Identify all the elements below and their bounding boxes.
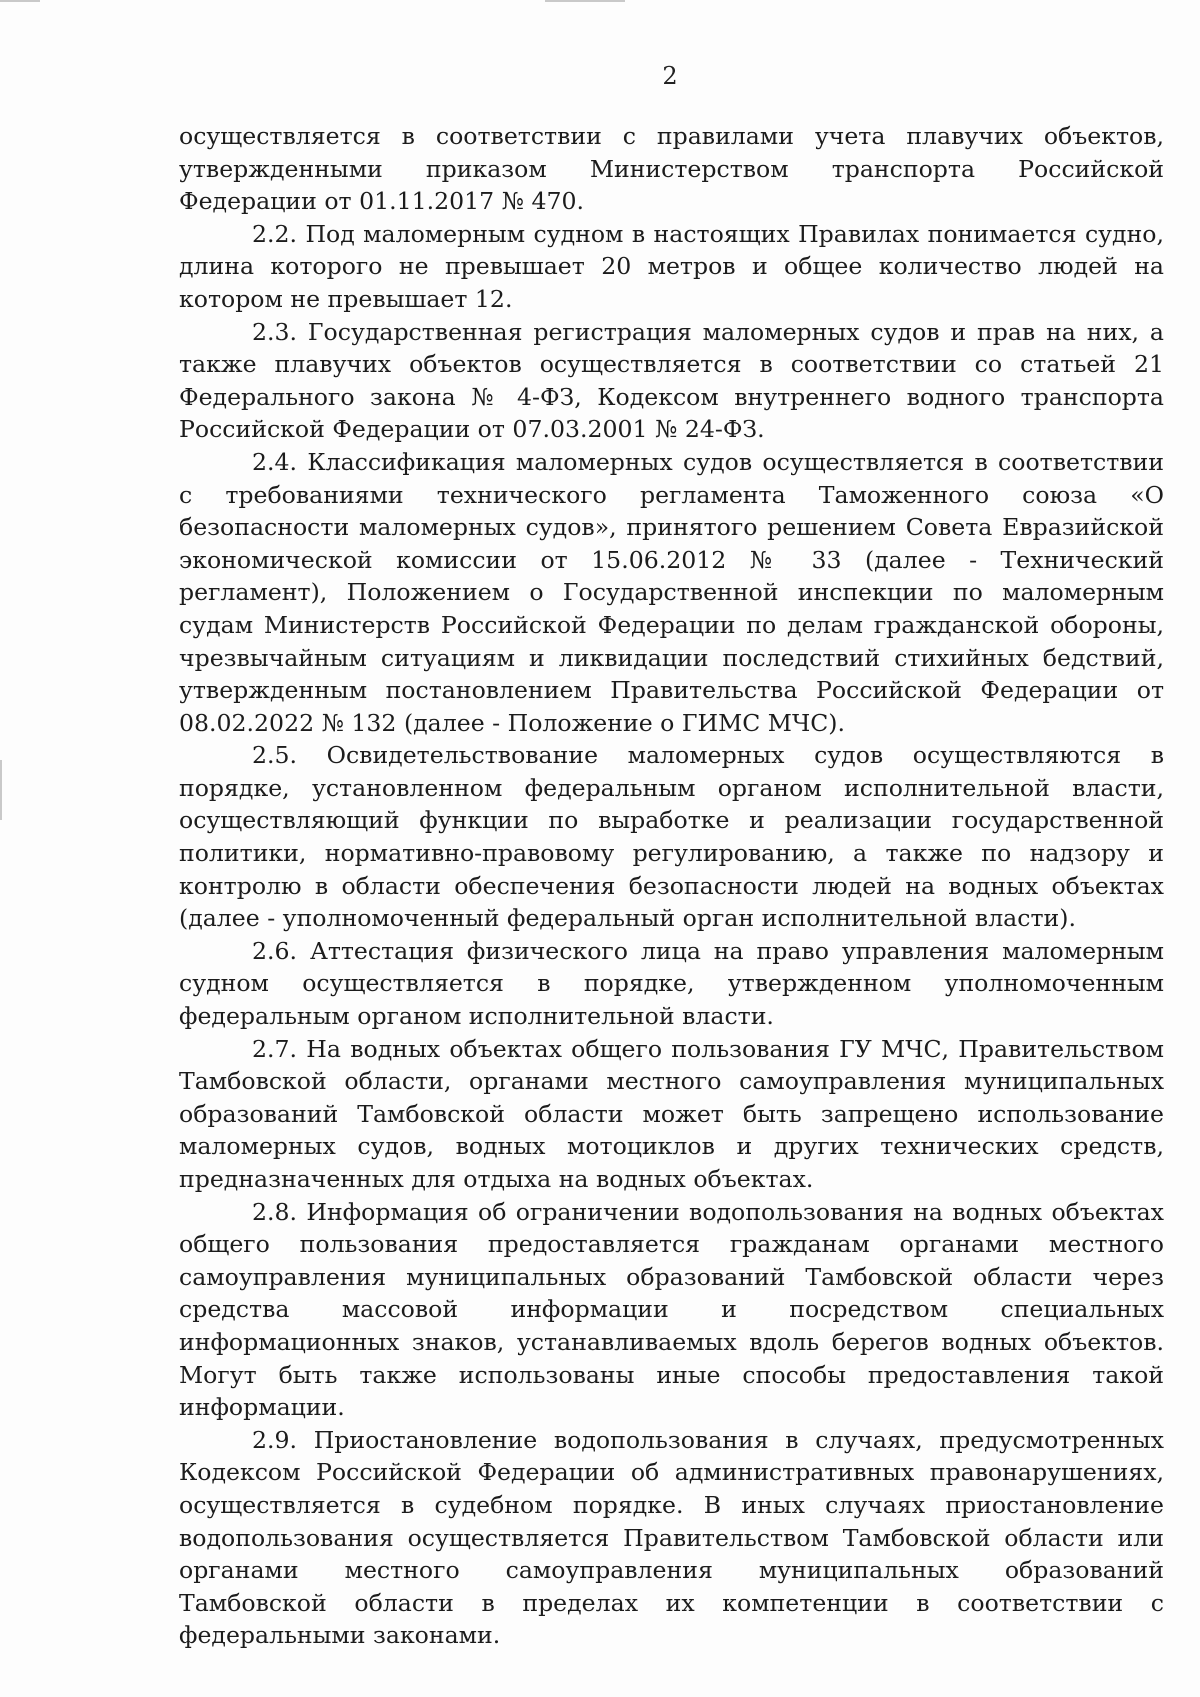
paragraph-2-2: 2.2. Под маломерным судном в настоящих Правилах понимается судно, длина которого не превышает 20 метров и общее количество людей на котором не превышает 12.: [179, 219, 1164, 313]
scan-artifact: [0, 0, 40, 2]
paragraph-2-8: 2.8. Информация об ограничении водопользования на водных объектах общего пользования предоставляется гражданам органами местного самоуправления муниципальных образований Тамбовской области через средства массовой информации и посредством специальных информационных знаков, устанавливаемых вдоль берегов водных объектов. Могут быть также использованы иные способы предоставления такой информации.: [179, 1197, 1164, 1422]
page-number: 2: [662, 62, 678, 90]
paragraph-2-4: 2.4. Классификация маломерных судов осуществляется в соответствии с требованиями технического регламента Таможенного союза «О безопасности маломерных судов», принятого решением Совета Евразийской экономической комиссии от 15.06.2012 № 33 (далее - Технический регламент), Положением о Государственной инспекции по маломерным судам Министерств Российской Федерации по делам гражданской обороны, чрезвычайным ситуациям и ликвидации последствий стихийных бедствий, утвержденным постановлением Правительства Российской Федерации от 08.02.2022 № 132 (далее - Положение о ГИМС МЧС).: [179, 447, 1164, 737]
paragraph-2-7: 2.7. На водных объектах общего пользования ГУ МЧС, Правительством Тамбовской области, органами местного самоуправления муниципальных образований Тамбовской области может быть запрещено использование маломерных судов, водных мотоциклов и других технических средств, предназначенных для отдыха на водных объектах.: [179, 1034, 1164, 1193]
document-body: [179, 120, 1164, 1652]
paragraph-continuation: осуществляется в соответствии с правилами учета плавучих объектов, утвержденными приказом Министерством транспорта Российской Федерации от 01.11.2017 № 470.: [179, 122, 1164, 216]
paragraph-2-3: 2.3. Государственная регистрация маломерных судов и прав на них, а также плавучих объектов осуществляется в соответствии со статьей 21 Федерального закона № 4-ФЗ, Кодексом внутреннего водного транспорта Российской Федерации от 07.03.2001 № 24-ФЗ.: [179, 317, 1164, 444]
paragraph-2-9: 2.9. Приостановление водопользования в случаях, предусмотренных Кодексом Российской Федерации об административных правонарушениях, осуществляется в судебном порядке. В иных случаях приостановление водопользования осуществляется Правительством Тамбовской области или органами местного самоуправления муниципальных образований Тамбовской области в пределах их компетенции в соответствии с федеральными законами.: [179, 1425, 1164, 1650]
paragraph-2-5: 2.5. Освидетельствование маломерных судов осуществляются в порядке, установленном федеральным органом исполнительной власти, осуществляющий функции по выработке и реализации государственной политики, нормативно-правовому регулированию, а также по надзору и контролю в области обеспечения безопасности людей на водных объектах (далее - уполномоченный федеральный орган исполнительной власти).: [179, 741, 1164, 933]
scan-artifact: [0, 760, 2, 820]
scan-artifact: [545, 0, 625, 2]
paragraph-2-6: 2.6. Аттестация физического лица на право управления маломерным судном осуществляется в порядке, утвержденном уполномоченным федеральным органом исполнительной власти.: [179, 936, 1164, 1031]
